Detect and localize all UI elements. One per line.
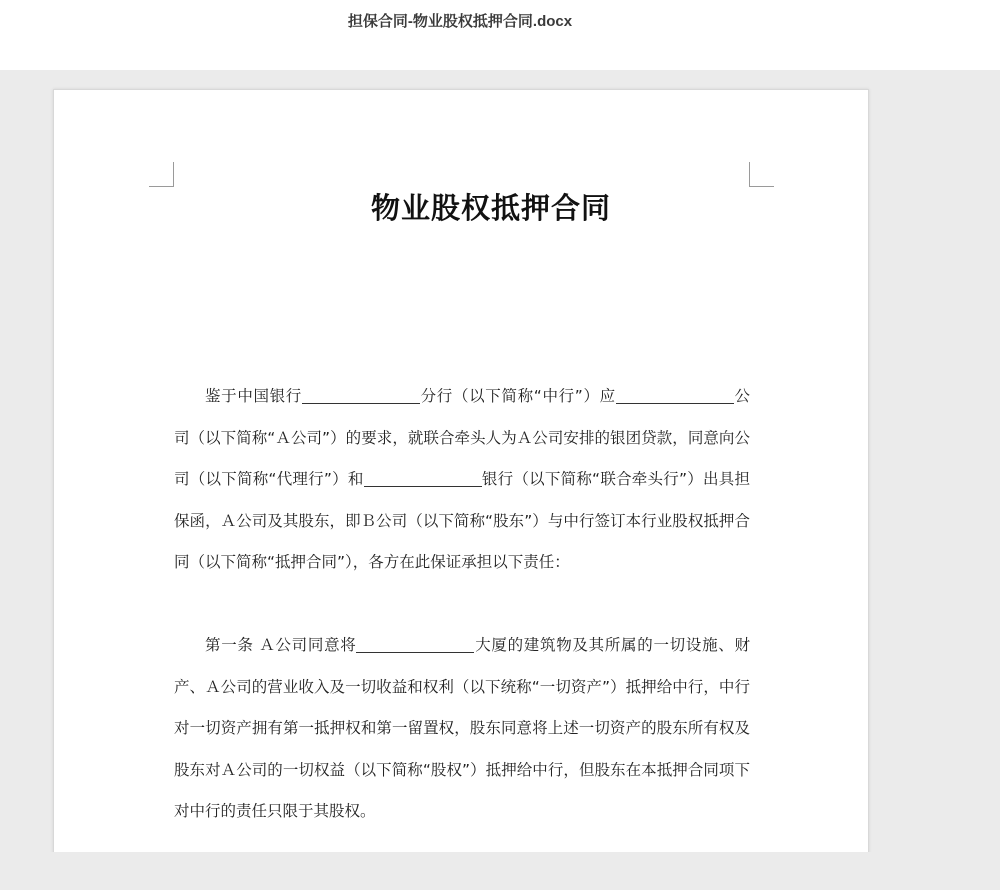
- paragraph-article-1[interactable]: [174, 625, 750, 833]
- fill-in-blank: [356, 636, 474, 653]
- status-bar: [0, 852, 1000, 890]
- text-run: 银行（以下简称“联合牵头行”）出具担保函，Ａ公司及其股东，即Ｂ公司（以下简称“股东”）与中行签订本行业股权抵押合同（以下简称“抵押合同”），各方在此保证承担以下责任：: [174, 470, 750, 572]
- title-bar: [0, 0, 1000, 70]
- document-filename: 担保合同-物业股权抵押合同.docx: [347, 13, 573, 30]
- fill-in-blank: [616, 387, 734, 404]
- margin-corner-top-right: [749, 162, 774, 187]
- fill-in-blank: [302, 387, 420, 404]
- text-run: 公司（以下简称“Ａ公司”）的要求，就联合牵头人为Ａ公司安排的银团贷款，同意向: [174, 387, 750, 447]
- text-run: 鉴于中国银行: [205, 387, 302, 405]
- text-run: 分行（以下简称“中行”）应: [419, 387, 616, 405]
- text-run: 第一条 Ａ公司同意将: [205, 636, 357, 654]
- paragraph-recital[interactable]: [174, 376, 750, 584]
- document-page[interactable]: [53, 89, 869, 890]
- margin-corner-top-left: [149, 162, 174, 187]
- text-run: 大厦的建筑物及其所属的一切设施、财产、Ａ公司的营业收入及一切收益和权利（以下统称“一切资产”）抵押给中行，中行对一切资产拥有第一抵押权和第一留置权，股东同意将上述一切资产的股东所有权及股东对Ａ公司的一切权益（以下简称“股权”）抵押给中行，但股东在本抵押合同项下对中行的责任只限于其股权。: [174, 636, 750, 821]
- text-run: 公司（以下简称“代理行”）和: [174, 428, 750, 489]
- document-heading: 物业股权抵押合同: [370, 191, 611, 225]
- fill-in-blank: [364, 470, 482, 487]
